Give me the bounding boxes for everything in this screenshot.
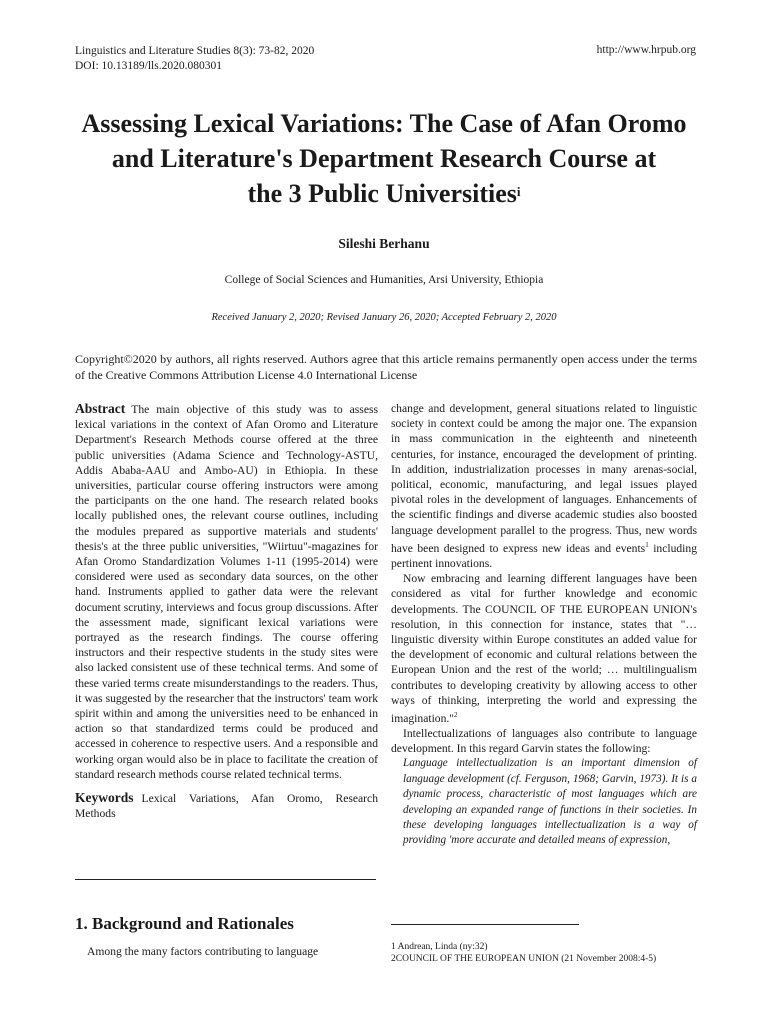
footnote-2: 2COUNCIL OF THE EUROPEAN UNION (21 November 2008:4-5) xyxy=(391,953,657,964)
footnotes xyxy=(391,942,656,965)
journal-url[interactable]: http://www.hrpub.org xyxy=(596,44,696,56)
author-name: Sileshi Berhanu xyxy=(338,236,430,251)
paragraph-2: Now embracing and learning different languages have been considered as vital for further knowledge and economic developments. The COUNCIL OF THE EUROPEAN UNION's resolution, in this connection for instance, states that "… linguistic diversity within Europe constitutes an added value for the development of economic and cultural relations between the European Union and the rest of the world; … multilingualism contributes to developing creativity by allowing access to other ways of thinking, interpreting the world and expressing the imagination."$^2$ xyxy=(391,572,697,725)
title-footnote-marker: i xyxy=(516,184,521,199)
title-line-3: the 3 Public Universities$^i$ xyxy=(247,179,521,208)
left-column xyxy=(75,401,378,821)
submission-dates: Received January 2, 2020; Revised January 26, 2020; Accepted February 2, 2020 xyxy=(211,312,557,323)
journal-header xyxy=(75,44,314,74)
abstract xyxy=(75,401,378,782)
doi: DOI: 10.13189/lls.2020.080301 xyxy=(75,60,222,72)
section-body: Among the many factors contributing to language xyxy=(87,945,319,958)
paper-title xyxy=(40,106,728,211)
abstract-text: The main objective of this study was to assess lexical variations in the context of Afan Oromo and Literature Department's Research Methods course offered at the three public universities (Adama Science and Technology-ASTU, Addis Ababa-AAU and Ambo-AU) in Ethiopia. In these universities, particular course offering instructors were among the participants on the one hand. The research related books locally published ones, the relevant course outlines, including the modules prepared as supportive materials and students' thesis's at the three public universities, "Wiirtuu"-magazines for Afan Oromo Standardization Volumes 1-11 (1995-2014) were considered were used as secondary data sources, on the other hand. Instruments applied to gather data were the relevant document scrutiny, interviews and focus group discussions. After the assessment made, significant lexical variations were portrayed as the research findings. The course offering instructors and their respective students in the study sites were also lacked consistent use of these technical terms. And some of these varied terms create misunderstandings to the readers. Thus, it was suggested by the researcher that the instructors' team work spirit within and among the universities need to be enhanced in action so that standardized terms could be produced and accessed in coherence to respective users. And a responsible and working organ would also be in place to facilitate the creation of standard research methods course related technical terms. xyxy=(75,403,378,781)
block-quote: Language intellectualization is an important dimension of language development (cf. Ferguson, 1968; Garvin, 1973). It is a dynamic process, characteristic of most languages which are developing an expanded range of functions in their societies. In these developing languages intellectualization is a way of providing 'more accurate and detailed means of expression, xyxy=(403,757,697,847)
keywords xyxy=(75,790,378,821)
footnote-rule xyxy=(391,924,579,925)
footnote-1: 1 Andrean, Linda (ny:32) xyxy=(391,942,488,952)
section-divider xyxy=(75,879,376,880)
keywords-label: Keywords xyxy=(75,790,134,806)
paragraph-1: change and development, general situations related to linguistic society in context could be among the major one. The expansion in mass communication in the eighteenth and nineteenth centuries, for instance, encouraged the development of printing. In addition, industrialization processes in many arenas-social, political, economic, manufacturing, and legal issues played pivotal roles in the development of languages. Enhancements of the scientific findings and diverse academic studies also boosted language development parallel to the progress. Thus, new words have been designed to express new ideas and events$^1$ including pertinent innovations. xyxy=(391,402,697,570)
right-column xyxy=(391,401,697,849)
section-heading: 1. Background and Rationales xyxy=(75,914,294,933)
title-line-2: and Literature's Department Research Course at xyxy=(111,144,657,173)
journal-citation: Linguistics and Literature Studies 8(3): 73-82, 2020 xyxy=(75,45,315,57)
footnote-ref-2: 2 xyxy=(454,710,458,719)
keywords-text: Lexical Variations, Afan Oromo, Research Methods xyxy=(75,792,378,821)
affiliation: College of Social Sciences and Humanities, Arsi University, Ethiopia xyxy=(224,274,544,286)
abstract-label: Abstract xyxy=(75,401,126,416)
copyright-notice: Copyright©2020 by authors, all rights reserved. Authors agree that this article remains permanently open access under the terms of the Creative Commons Attribution License 4.0 International License xyxy=(75,352,697,382)
paragraph-3: Intellectualizations of languages also contribute to language development. In this regard Garvin states the following: xyxy=(391,726,697,756)
title-line-1: Assessing Lexical Variations: The Case of Afan Oromo xyxy=(81,109,687,138)
footnote-ref-1: 1 xyxy=(645,540,649,549)
